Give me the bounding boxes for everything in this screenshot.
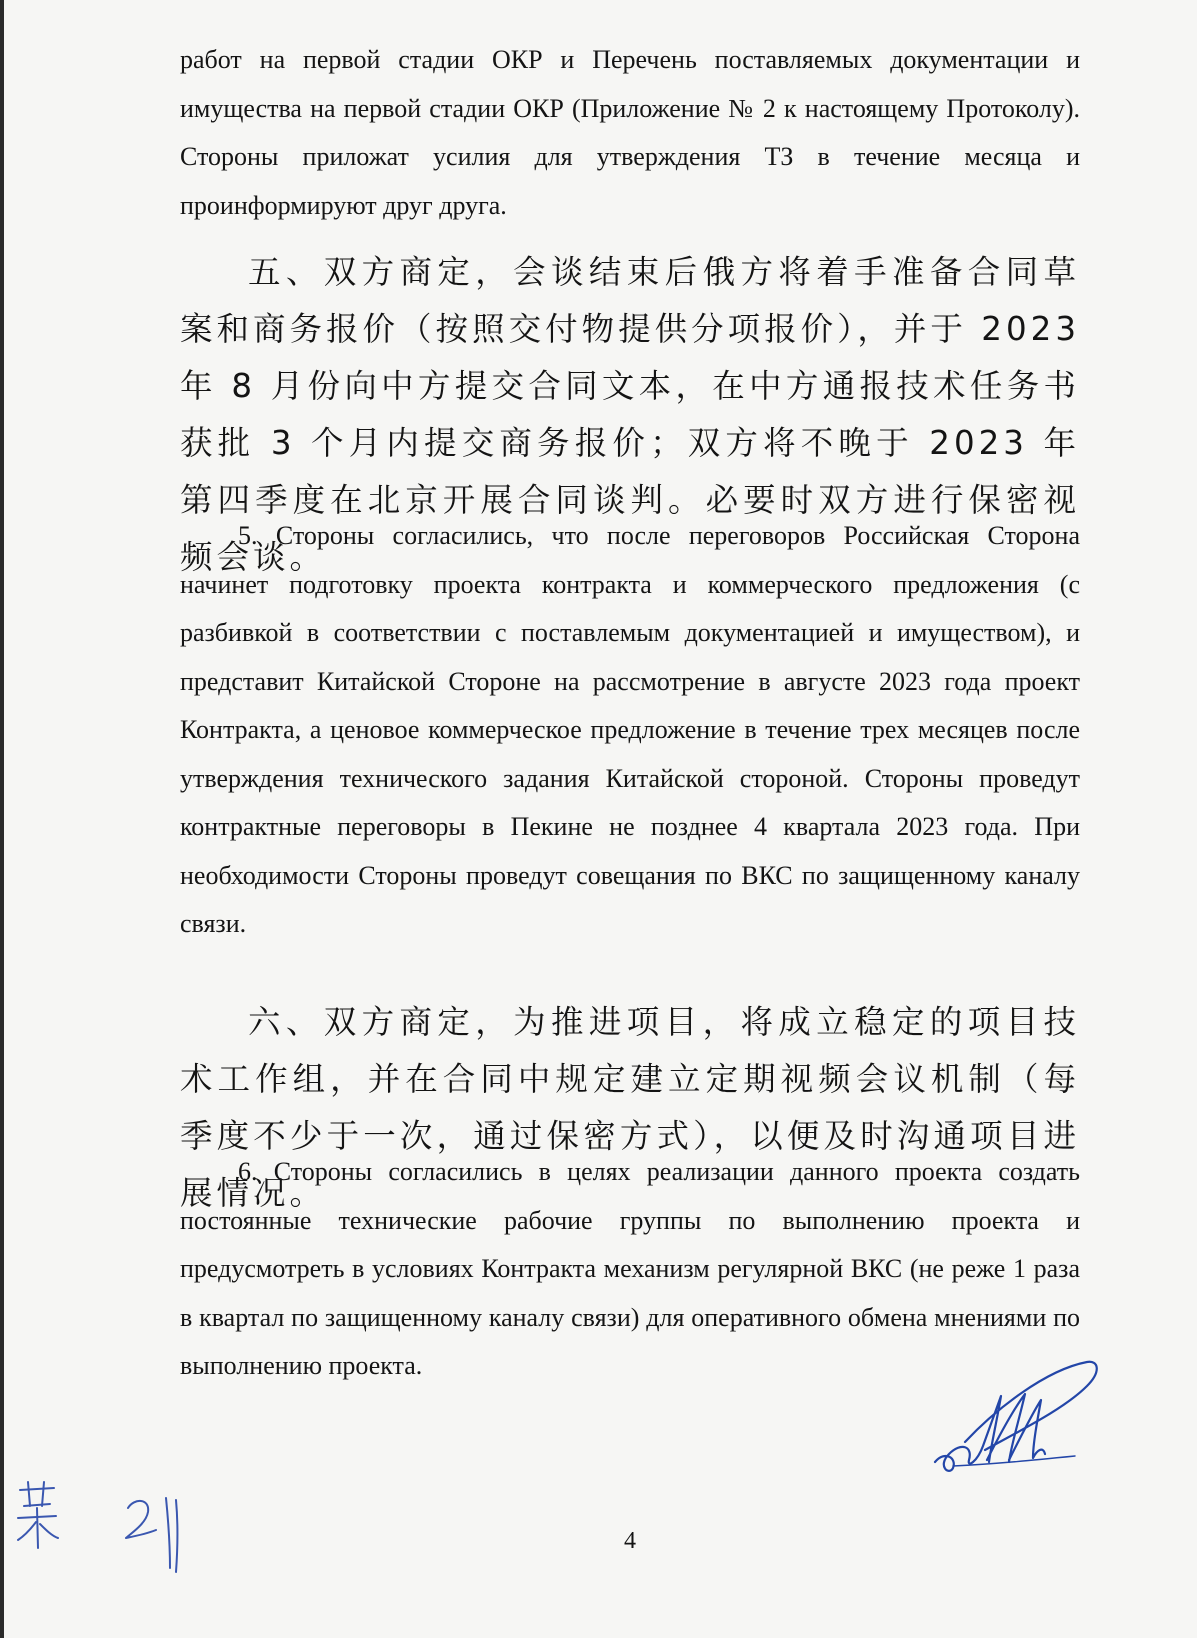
paragraph-text: 6. Стороны согласились в целях реализации данного проекта создать постоянные технические рабочие группы по выполнению проекта и предусмотреть в условиях Контракта механизм регулярной ВКС (не реже 1 раза в квартал по защищенному каналу связи) для оперативного обмена мнениями по выполнению проекта. bbox=[180, 1157, 1080, 1380]
paragraph-5-ru bbox=[180, 512, 1080, 949]
paragraph-1-ru bbox=[180, 36, 1080, 230]
paragraph-text: 六、双方商定，为推进项目，将成立稳定的项目技术工作组，并在合同中规定建立定期视频会议机制（每季度不少于一次，通过保密方式），以便及时沟通项目进展情况。 bbox=[180, 1003, 1080, 1212]
paragraph-text: 五、双方商定，会谈结束后俄方将着手准备合同草案和商务报价（按照交付物提供分项报价），并于 2023 年 8 月份向中方提交合同文本，在中方通报技术任务书获批 3 个月内提交商务报价；双方将不晚于 2023 年第四季度在北京开展合同谈判。必要时双方进行保密视频会谈。 bbox=[180, 253, 1080, 576]
page-number: 4 bbox=[624, 1528, 636, 1554]
paragraph-text: 5. Стороны согласились, что после переговоров Российская Сторона начинет подготовку проекта контракта и коммерческого предложения (с разбивкой в соответствии с поставлемым документацией и имуществом), и представит Китайской Стороне на рассмотрение в августе 2023 года проект Контракта, а ценовое коммерческое предложение в течение трех месяцев после утверждения технического задания Китайской стороной. Стороны проведут контрактные переговоры в Пекине не позднее 4 квартала 2023 года. При необходимости Стороны проведут совещания по ВКС по защищенному каналу связи. bbox=[180, 521, 1080, 938]
paragraph-text: работ на первой стадии ОКР и Перечень поставляемых документации и имущества на первой стадии ОКР (Приложение № 2 к настоящему Протоколу). Стороны приложат усилия для утверждения ТЗ в течение месяца и проинформируют друг друга. bbox=[180, 45, 1080, 220]
initials-icon bbox=[10, 1472, 200, 1592]
signature-icon bbox=[925, 1350, 1105, 1480]
page-edge bbox=[0, 0, 4, 1638]
